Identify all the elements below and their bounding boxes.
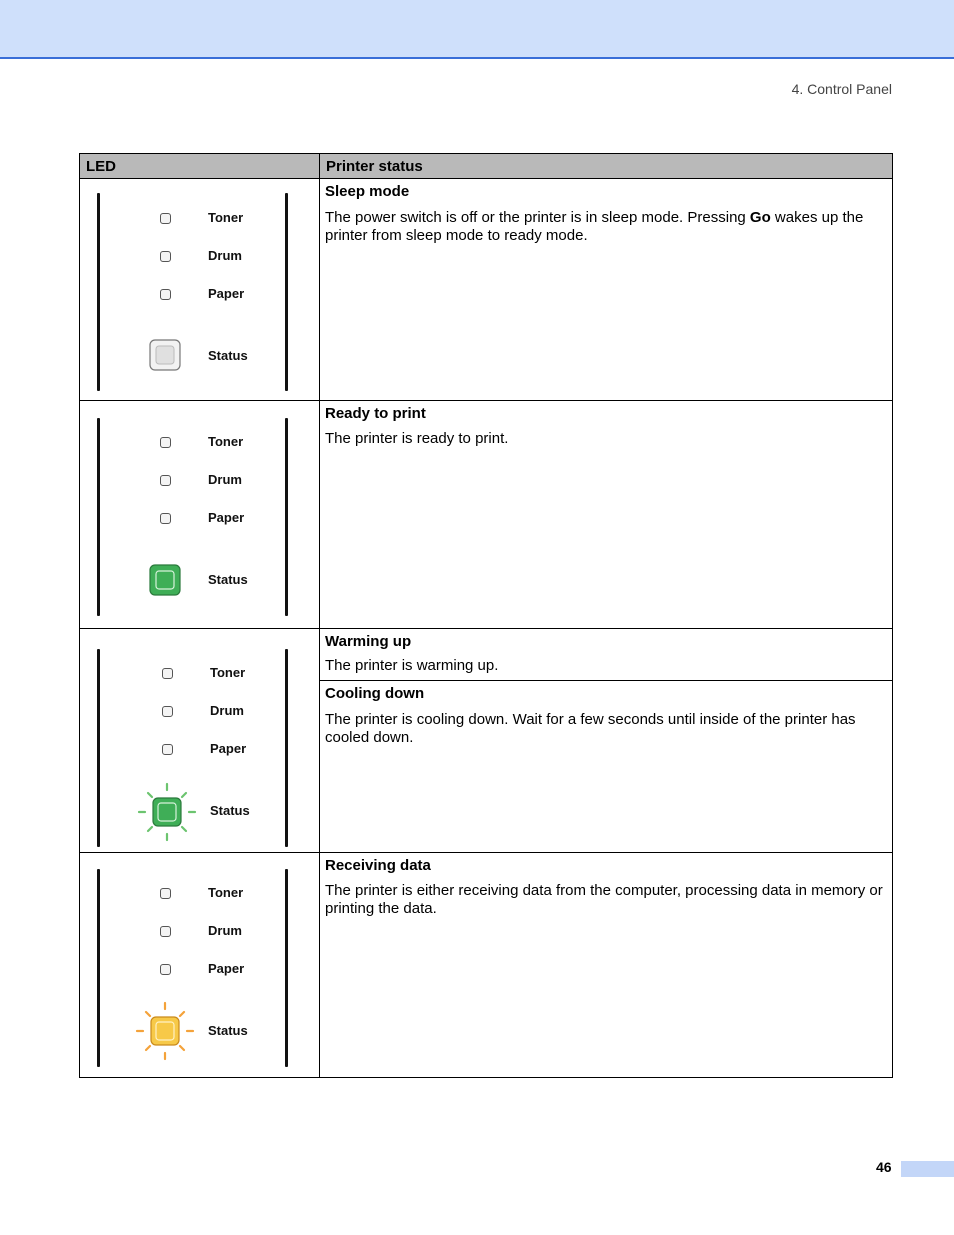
status-title: Ready to print: [325, 405, 426, 422]
toner-label: Toner: [208, 885, 244, 900]
drum-led-icon: [160, 475, 171, 486]
status-led-green-icon: [149, 564, 181, 596]
status-description: The printer is warming up.: [325, 657, 499, 674]
toner-label: Toner: [208, 434, 244, 449]
status-description: The printer is ready to print.: [325, 430, 509, 447]
drum-led-icon: [160, 926, 171, 937]
paper-label: Paper: [208, 961, 245, 976]
drum-label: Drum: [208, 248, 242, 263]
status-cell: [320, 853, 893, 1078]
panel-edge-left: [97, 193, 100, 391]
led-panel-illustration: [80, 179, 307, 400]
status-label: Status: [208, 572, 248, 587]
status-led-off-icon: [149, 339, 181, 371]
panel-edge-right: [285, 193, 288, 391]
status-description: The printer is either receiving data from the computer, processing data in memory or printing the data.: [325, 882, 883, 917]
page-number: 46: [876, 1159, 892, 1175]
status-description: The printer is cooling down. Wait for a few seconds until inside of the printer has cooled down.: [325, 711, 856, 746]
drum-label: Drum: [208, 472, 242, 487]
paper-led-icon: [160, 513, 171, 524]
toner-led-icon: [160, 888, 171, 899]
led-cell: [80, 179, 320, 401]
paper-led-icon: [160, 964, 171, 975]
status-cell: [320, 629, 893, 681]
paper-label: Paper: [210, 741, 247, 756]
led-cell: [80, 853, 320, 1078]
status-cell: [320, 401, 893, 629]
column-header-led: LED: [80, 154, 320, 179]
drum-led-icon: [162, 706, 173, 717]
status-led-yellow-blinking-icon: [135, 1001, 195, 1061]
table-row: [80, 179, 893, 401]
status-title: Sleep mode: [325, 183, 410, 200]
status-cell: [320, 179, 893, 401]
column-header-printer-status: Printer status: [320, 154, 893, 179]
table-row: [80, 853, 893, 1078]
drum-label: Drum: [210, 703, 244, 718]
toner-led-icon: [160, 213, 171, 224]
toner-label: Toner: [210, 665, 246, 680]
drum-label: Drum: [208, 923, 242, 938]
chapter-title: 4. Control Panel: [791, 81, 892, 97]
panel-edge-left: [97, 869, 100, 1067]
panel-edge-right: [285, 418, 288, 616]
led-panel-illustration: [80, 401, 307, 628]
toner-led-icon: [162, 668, 173, 679]
status-cell: [320, 681, 893, 853]
go-button-reference: Go: [749, 209, 771, 226]
paper-label: Paper: [208, 286, 245, 301]
led-status-table: [79, 153, 893, 1078]
status-label: Status: [208, 348, 248, 363]
paper-label: Paper: [208, 510, 245, 525]
led-cell: [80, 401, 320, 629]
status-title: Receiving data: [325, 857, 431, 874]
panel-edge-right: [285, 869, 288, 1067]
led-cell: [80, 629, 320, 853]
drum-led-icon: [160, 251, 171, 262]
paper-led-icon: [162, 744, 173, 755]
status-title: Warming up: [325, 633, 412, 650]
panel-edge-right: [285, 649, 288, 847]
status-description: The power switch is off or the printer is in sleep mode. Pressing Go wakes up the printer from sleep mode to ready mode.: [325, 209, 864, 244]
status-title: Cooling down: [325, 685, 425, 702]
page-tab-marker: [901, 1161, 954, 1177]
led-panel-illustration: [80, 853, 307, 1077]
table-row: [80, 401, 893, 629]
panel-edge-left: [97, 649, 100, 847]
table-row: [80, 629, 893, 681]
panel-edge-left: [97, 418, 100, 616]
page-header-band: [0, 0, 954, 59]
status-label: Status: [210, 803, 250, 818]
status-label: Status: [208, 1023, 248, 1038]
led-panel-illustration: [80, 629, 307, 852]
toner-label: Toner: [208, 210, 244, 225]
status-led-green-blinking-icon: [137, 782, 197, 842]
toner-led-icon: [160, 437, 171, 448]
paper-led-icon: [160, 289, 171, 300]
